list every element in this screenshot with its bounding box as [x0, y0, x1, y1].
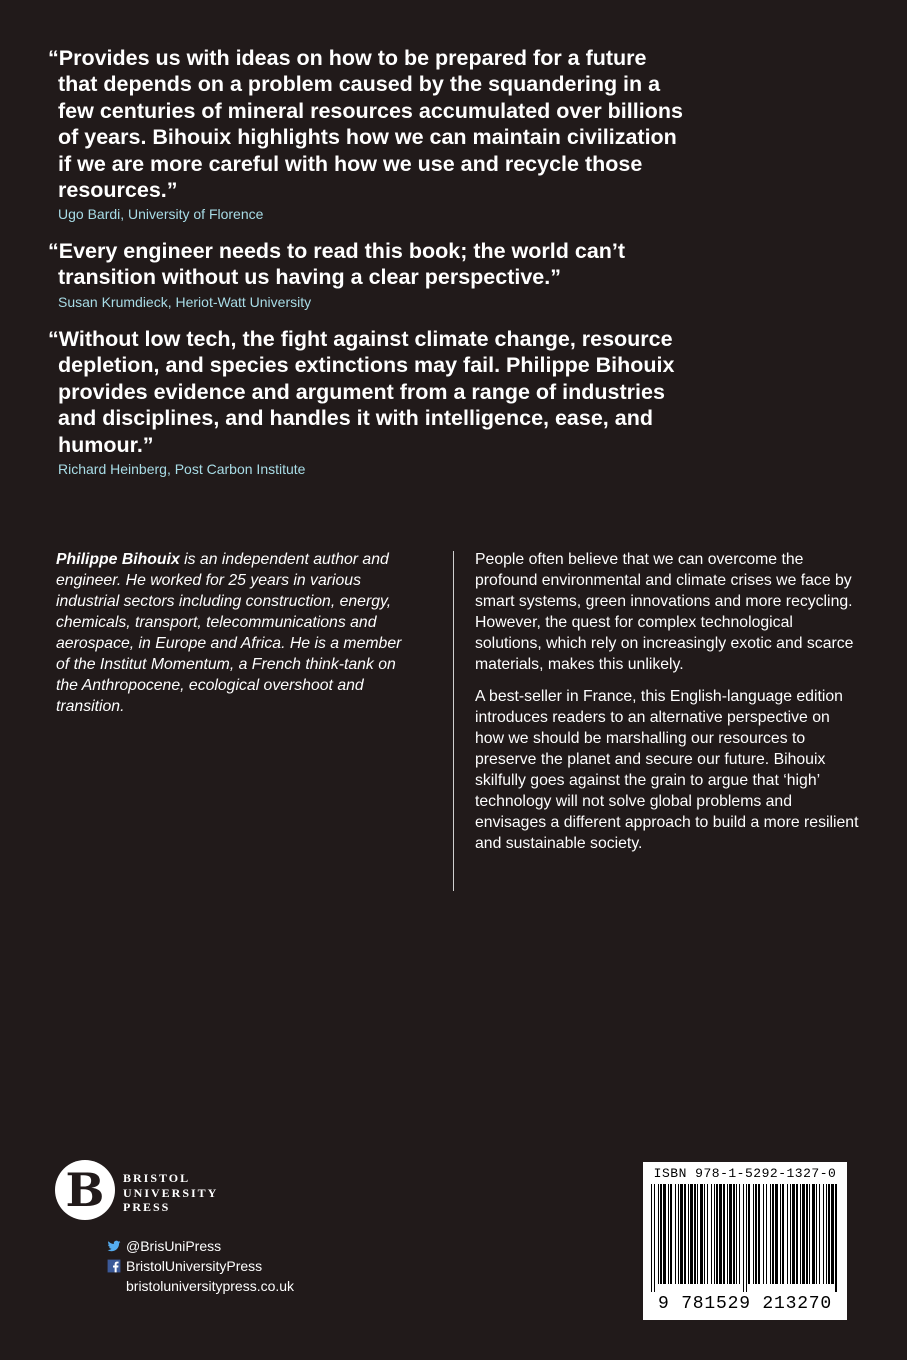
isbn-digits: 9 781529 213270: [657, 1294, 833, 1314]
publisher-logo: [55, 1160, 255, 1220]
quote-3: [48, 326, 688, 478]
facebook-icon: [107, 1259, 121, 1273]
blurb-paragraph-1: People often believe that we can overcome the profound environmental and climate crises we face by smart systems, green innovations and more recycling. However, the quest for complex technological solutions, which rely on increasingly exotic and scarce materials, makes this unlikely.: [475, 551, 854, 673]
isbn-label: ISBN 978-1-5292-1327-0: [653, 1166, 837, 1181]
quote-text: “Provides us with ideas on how to be prepared for a future that depends on a problem caused by the squandering in a few centuries of mineral resources accumulated over billions of years. Bihouix highlights how we can maintain civilization if we are more careful with how we use and recycle those resources.”: [48, 46, 683, 203]
barcode-bars: [649, 1184, 841, 1292]
author-name: Philippe Bihouix: [56, 551, 180, 568]
author-bio: [56, 549, 416, 717]
author-bio-text: is an independent author and engineer. He worked for 25 years in various industrial sectors including construction, energy, chemicals, transport, telecommunications and aerospace, in Europe and Africa. He is a member of the Institut Momentum, a French think-tank on the Anthropocene, ecological overshoot and transition.: [56, 551, 402, 715]
column-divider: [453, 551, 454, 891]
quote-attribution: Susan Krumdieck, Heriot-Watt University: [58, 293, 312, 310]
quote-text: “Without low tech, the fight against climate change, resource depletion, and species extinctions may fail. Philippe Bihouix provides evidence and argument from a range of industries and disciplines, and handles it with intelligence, ease, and humour.”: [48, 327, 675, 457]
quote-attribution: Ugo Bardi, University of Florence: [58, 206, 264, 223]
quote-text: “Every engineer needs to read this book; the world can’t transition without us having a clear perspective.”: [48, 239, 626, 290]
twitter-link[interactable]: [107, 1236, 294, 1256]
twitter-handle: @BrisUniPress: [126, 1238, 222, 1254]
isbn-barcode: [643, 1162, 847, 1320]
twitter-icon: [107, 1239, 121, 1253]
quote-attribution: Richard Heinberg, Post Carbon Institute: [58, 461, 306, 478]
book-blurb: [475, 549, 860, 865]
publisher-name: BRISTOL UNIVERSITY PRESS: [123, 1171, 219, 1214]
website-url: bristoluniversitypress.co.uk: [126, 1278, 295, 1294]
social-links: [107, 1236, 294, 1296]
quote-1: [48, 45, 688, 223]
blurb-paragraph-2: A best-seller in France, this English-language edition introduces readers to an alternative perspective on how we should be marshalling our resources to preserve the planet and secure our future. Bihouix skilfully goes against the grain to argue that ‘high’ technology will not solve global problems and envisages a different approach to build a more resilient and sustainable society.: [475, 688, 859, 852]
website-link[interactable]: [107, 1276, 294, 1296]
quote-2: [48, 238, 688, 311]
facebook-link[interactable]: [107, 1256, 294, 1276]
bristol-b-logo-icon: B: [55, 1160, 115, 1220]
facebook-handle: BristolUniversityPress: [126, 1258, 263, 1274]
